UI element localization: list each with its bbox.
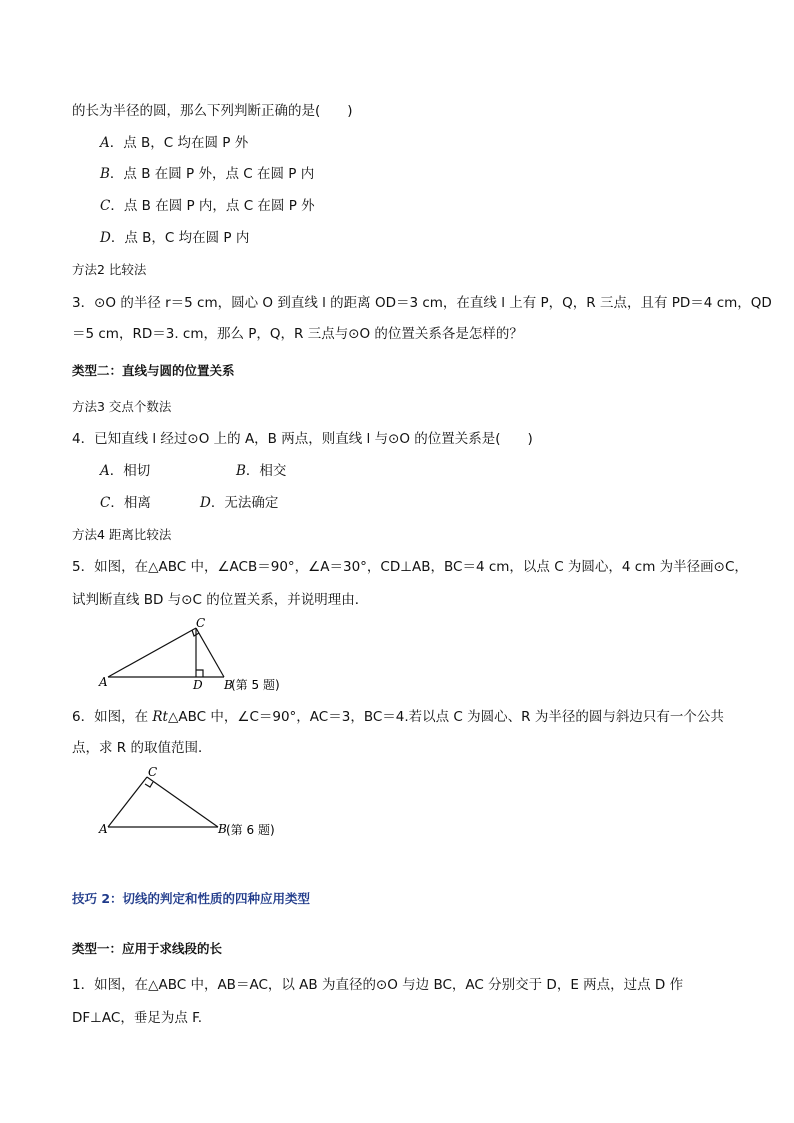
question-4-option-b: B．相交 bbox=[236, 463, 287, 479]
fig6-label-c: C bbox=[148, 765, 158, 779]
fig5-label-a: A bbox=[99, 675, 108, 689]
type-1-heading: 类型一：应用于求线段的长 bbox=[72, 941, 223, 956]
fig5-label-d: D bbox=[193, 678, 203, 692]
question-3-line-1: 3．⊙O 的半径 r＝5 cm，圆心 O 到直线 l 的距离 OD＝3 cm，在直线 l 上有 P，Q，R 三点，且有 PD＝4 cm，QD bbox=[72, 295, 772, 311]
method-3-heading: 方法3 交点个数法 bbox=[72, 399, 172, 414]
fig6-side-bc bbox=[147, 777, 218, 827]
question-6-line-1: 6．如图，在 Rt△ABC 中，∠C＝90°，AC＝3，BC＝4.若以点 C 为圆心、R 为半径的圆与斜边只有一个公共 bbox=[72, 709, 724, 725]
question-1-line-2: DF⊥AC，垂足为点 F. bbox=[72, 1010, 203, 1026]
question-4-option-c: C．相离 bbox=[100, 495, 151, 511]
fig5-right-angle-mark bbox=[196, 670, 203, 677]
question-3-line-2: ＝5 cm，RD＝3. cm，那么 P，Q，R 三点与⊙O 的位置关系各是怎样的？ bbox=[72, 326, 523, 342]
fig5-label-c: C bbox=[196, 616, 206, 630]
option-c: C．点 B 在圆 P 内，点 C 在圆 P 外 bbox=[100, 198, 315, 214]
question-1-line-1: 1．如图，在△ABC 中，AB＝AC，以 AB 为直径的⊙O 与边 BC，AC 分别交于 D，E 两点，过点 D 作 bbox=[72, 977, 684, 993]
question-4-option-a: A．相切 bbox=[100, 463, 151, 479]
skill-2-heading: 技巧 2：切线的判定和性质的四种应用类型 bbox=[72, 891, 311, 906]
question-6-line-2: 点，求 R 的取值范围． bbox=[72, 740, 212, 756]
fig6-label-a: A bbox=[99, 822, 108, 836]
method-4-heading: 方法4 距离比较法 bbox=[72, 527, 172, 542]
question-4-option-d: D．无法确定 bbox=[200, 495, 279, 511]
fig6-caption: (第 6 题) bbox=[226, 823, 275, 837]
option-b: B．点 B 在圆 P 外，点 C 在圆 P 内 bbox=[100, 166, 315, 182]
question-4-stem: 4．已知直线 l 经过⊙O 上的 A，B 两点，则直线 l 与⊙O 的位置关系是( ) bbox=[72, 431, 533, 447]
type-2-heading: 类型二：直线与圆的位置关系 bbox=[72, 363, 235, 378]
fig5-label-b: B bbox=[224, 678, 233, 692]
method-2-heading: 方法2 比较法 bbox=[72, 262, 147, 277]
fig6-label-b: B bbox=[218, 822, 227, 836]
fig6-right-angle-mark bbox=[145, 782, 153, 787]
question-5-line-1: 5．如图，在△ABC 中，∠ACB＝90°，∠A＝30°，CD⊥AB，BC＝4 cm，以点 C 为圆心，4 cm 为半径画⊙C， bbox=[72, 559, 748, 575]
question-5-line-2: 试判断直线 BD 与⊙C 的位置关系，并说明理由． bbox=[72, 592, 369, 608]
question-stem-tail: 的长为半径的圆，那么下列判断正确的是( ) bbox=[72, 103, 353, 119]
option-a: A．点 B，C 均在圆 P 外 bbox=[100, 135, 249, 151]
option-d: D．点 B，C 均在圆 P 内 bbox=[100, 230, 250, 246]
fig5-side-bc bbox=[196, 628, 224, 677]
fig5-right-angle-mark-c bbox=[192, 630, 199, 636]
fig6-side-ac bbox=[108, 777, 147, 827]
fig5-side-ac bbox=[108, 628, 196, 677]
fig5-caption: (第 5 题) bbox=[231, 678, 280, 692]
